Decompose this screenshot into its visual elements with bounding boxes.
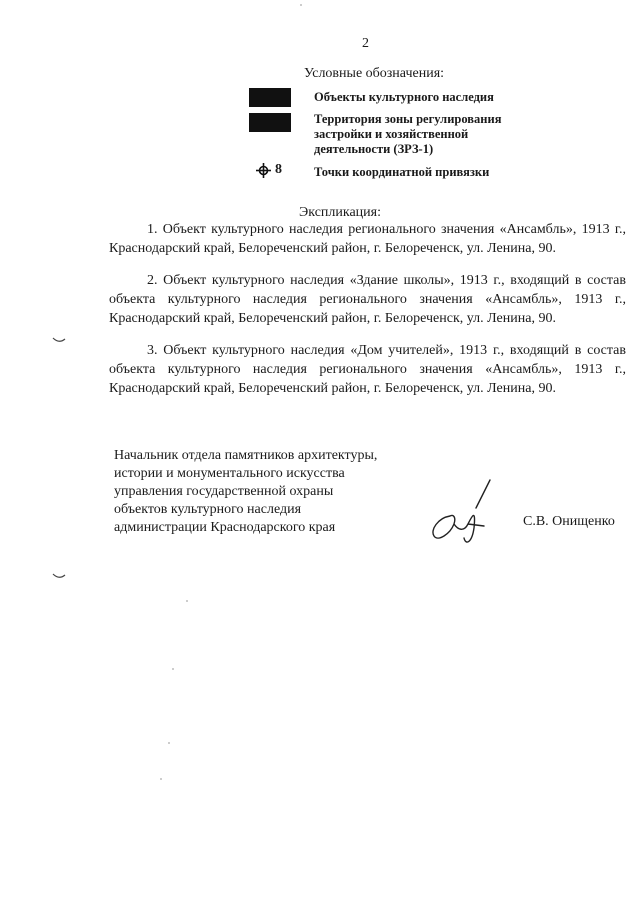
legend-swatch-zone bbox=[249, 113, 291, 132]
explication-item-2: 2. Объект культурного наследия «Здание школы», 1913 г., входящий в состав объекта культурного наследия регионального значения «Ансамбль», 1913 г., Краснодарский край, Белореченский район, г. Белореченск, ул. Ленина, 90. bbox=[109, 273, 626, 326]
signer-position-line: управления государственной охраны bbox=[114, 484, 334, 499]
page-number: 2 bbox=[362, 36, 369, 51]
scan-dot bbox=[172, 668, 174, 670]
explication-item-1: 1. Объект культурного наследия регионального значения «Ансамбль», 1913 г., Краснодарский край, Белореченский район, г. Белореченск, ул. Ленина, 90. bbox=[109, 222, 626, 256]
scan-dot bbox=[168, 742, 170, 744]
scan-dot bbox=[300, 4, 302, 6]
signer-position-line: объектов культурного наследия bbox=[114, 502, 302, 517]
signer-position bbox=[114, 447, 414, 537]
legend-label-points: Точки координатной привязки bbox=[314, 165, 490, 179]
legend-title: Условные обозначения: bbox=[304, 66, 445, 81]
legend-label-zone: Территория зоны регулирования застройки и хозяйственной деятельности (ЗРЗ-1) bbox=[314, 112, 502, 156]
legend-marker-number: 8 bbox=[275, 162, 282, 177]
handwritten-signature bbox=[420, 478, 500, 548]
legend-swatch-heritage bbox=[249, 88, 291, 107]
signer-position-line: истории и монументального искусства bbox=[114, 466, 345, 481]
scan-dot bbox=[160, 778, 162, 780]
signer-position-line: администрации Краснодарского края bbox=[114, 520, 336, 535]
explication-title: Экспликация: bbox=[299, 205, 381, 220]
scan-artifact bbox=[52, 336, 66, 344]
explication-item-3: 3. Объект культурного наследия «Дом учителей», 1913 г., входящий в состав объекта культурного наследия регионального значения «Ансамбль», 1913 г., Краснодарский край, Белореченский район, г. Белореченск, ул. Ленина, 90. bbox=[109, 343, 626, 396]
crosshair-icon bbox=[256, 163, 271, 178]
signer-name: С.В. Онищенко bbox=[523, 514, 615, 529]
scan-artifact bbox=[52, 572, 66, 580]
signer-position-line: Начальник отдела памятников архитектуры, bbox=[114, 448, 378, 463]
scan-dot bbox=[186, 600, 188, 602]
legend-label-heritage: Объекты культурного наследия bbox=[314, 90, 494, 104]
